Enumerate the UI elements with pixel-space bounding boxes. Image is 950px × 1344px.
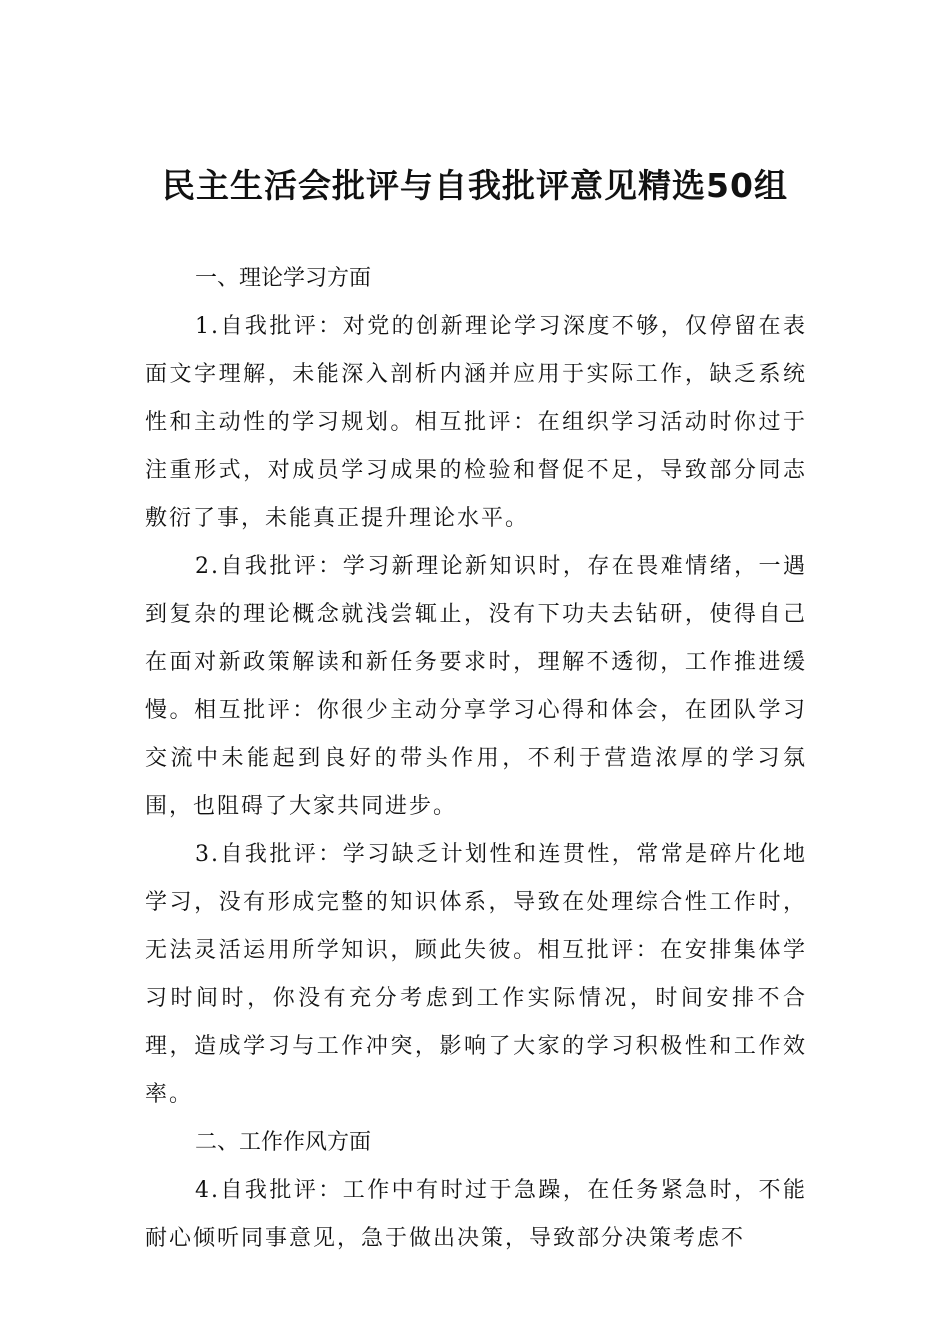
document-body: [145, 255, 807, 1263]
paragraph-item-2: 2.自我批评：学习新理论新知识时，存在畏难情绪，一遇到复杂的理论概念就浅尝辄止，没有下功夫去钻研，使得自己在面对新政策解读和新任务要求时，理解不透彻，工作推进缓慢。相互批评：你很少主动分享学习心得和体会，在团队学习交流中未能起到良好的带头作用，不利于营造浓厚的学习氛围，也阻碍了大家共同进步。: [145, 554, 807, 819]
paragraph-item-1: 1.自我批评：对党的创新理论学习深度不够，仅停留在表面文字理解，未能深入剖析内涵并应用于实际工作，缺乏系统性和主动性的学习规划。相互批评：在组织学习活动时你过于注重形式，对成员学习成果的检验和督促不足，导致部分同志敷衍了事，未能真正提升理论水平。: [145, 314, 807, 531]
paragraph-item-4: 4.自我批评：工作中有时过于急躁，在任务紧急时，不能耐心倾听同事意见，急于做出决策，导致部分决策考虑不: [145, 1178, 807, 1251]
document-title: 民主生活会批评与自我批评意见精选50组: [162, 166, 788, 205]
paragraph-item-3: 3.自我批评：学习缺乏计划性和连贯性，常常是碎片化地学习，没有形成完整的知识体系，导致在处理综合性工作时，无法灵活运用所学知识，顾此失彼。相互批评：在安排集体学习时间时，你没有充分考虑到工作实际情况，时间安排不合理，造成学习与工作冲突，影响了大家的学习积极性和工作效率。: [145, 842, 807, 1107]
section-heading-work-style: 二、工作作风方面: [195, 1130, 372, 1155]
section-heading-theory: 一、理论学习方面: [195, 266, 372, 291]
